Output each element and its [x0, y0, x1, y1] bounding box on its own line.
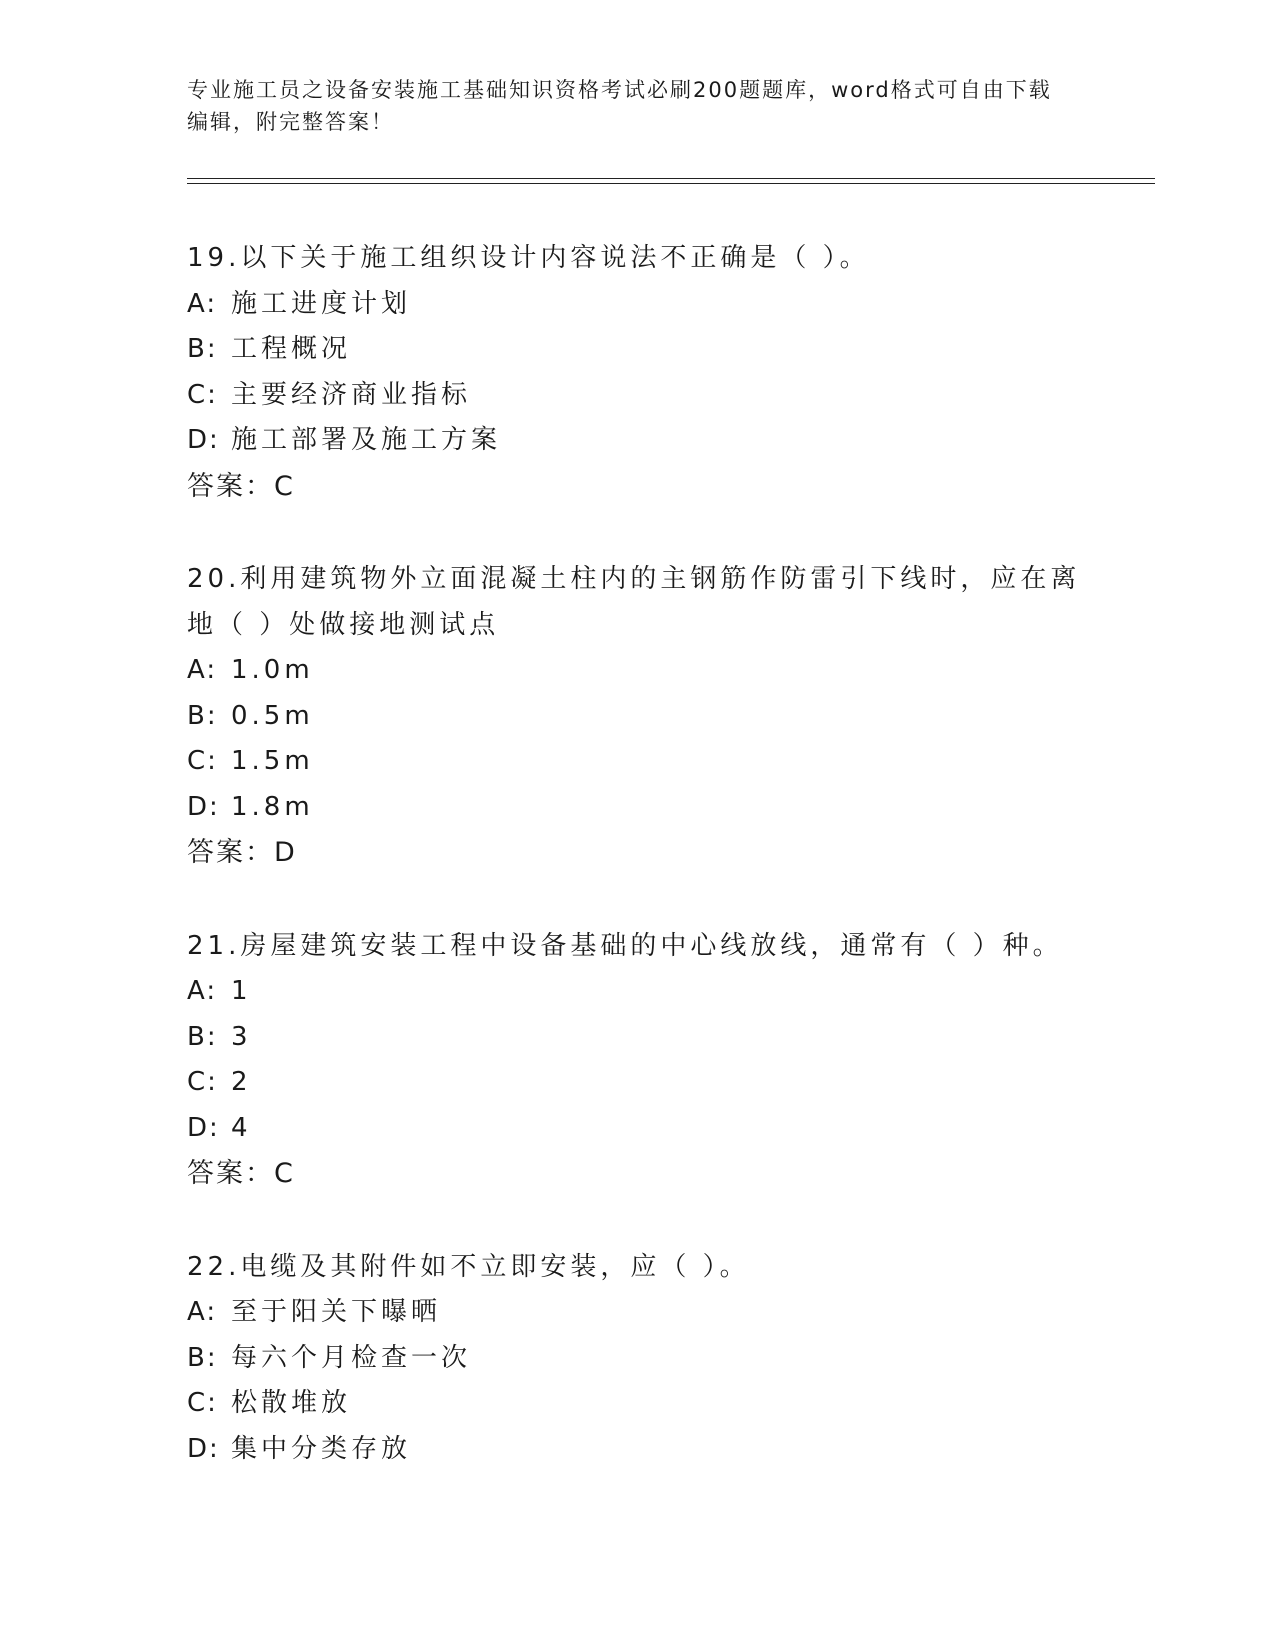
answer-label: 答案： — [187, 1158, 274, 1189]
header-divider-top — [187, 178, 1155, 179]
option-text: 施工进度计划 — [231, 288, 412, 319]
question-20 — [187, 557, 1087, 876]
option-text: 主要经济商业指标 — [231, 379, 472, 410]
option-key: D: — [187, 1112, 220, 1143]
option-key: C: — [187, 746, 218, 776]
question-stem: 19.以下关于施工组织设计内容说法不正确是（ ）。 — [187, 243, 870, 273]
option-key: C: — [187, 1388, 218, 1418]
option-d — [187, 418, 1087, 464]
option-key: D: — [187, 791, 220, 822]
option-key: B: — [187, 1021, 218, 1052]
option-d — [187, 785, 1087, 831]
option-c — [187, 1060, 1087, 1106]
header-divider-bottom — [187, 183, 1155, 184]
question-list — [187, 236, 1087, 1520]
answer-line — [187, 830, 1087, 876]
answer-value: C — [274, 1158, 295, 1189]
question-stem: 20.利用建筑物外立面混凝土柱内的主钢筋作防雷引下线时，应在离地（ ）处做接地测试点 — [187, 564, 1081, 640]
option-text: 松散堆放 — [231, 1388, 352, 1418]
option-text: 3 — [231, 1021, 252, 1052]
option-key: A: — [187, 655, 218, 685]
option-b — [187, 1336, 1087, 1382]
option-text: 1.0m — [231, 655, 314, 685]
option-key: B: — [187, 334, 218, 364]
option-text: 施工部署及施工方案 — [231, 425, 502, 455]
option-b — [187, 1015, 1087, 1061]
option-d — [187, 1427, 1087, 1473]
option-key: D: — [187, 425, 220, 455]
question-22 — [187, 1245, 1087, 1473]
answer-label: 答案： — [187, 470, 274, 502]
option-a — [187, 969, 1087, 1015]
option-key: B: — [187, 1342, 218, 1373]
question-stem: 22.电缆及其附件如不立即安装，应（ ）。 — [187, 1251, 750, 1282]
option-key: A: — [187, 288, 218, 319]
option-text: 2 — [231, 1067, 252, 1097]
option-c — [187, 373, 1087, 419]
option-text: 1 — [231, 976, 252, 1006]
option-text: 0.5m — [231, 700, 314, 731]
option-d — [187, 1106, 1087, 1152]
option-text: 工程概况 — [231, 334, 352, 364]
answer-value: D — [274, 837, 297, 868]
option-a — [187, 282, 1087, 328]
option-key: C: — [187, 379, 218, 410]
option-key: C: — [187, 1067, 218, 1097]
option-text: 至于阳关下曝晒 — [231, 1297, 442, 1327]
answer-label: 答案： — [187, 837, 274, 868]
option-key: A: — [187, 1297, 218, 1327]
option-a — [187, 648, 1087, 694]
option-c — [187, 1381, 1087, 1427]
option-text: 1.8m — [231, 791, 314, 822]
option-key: B: — [187, 700, 218, 731]
header-text: 专业施工员之设备安装施工基础知识资格考试必刷200题题库，word格式可自由下载编辑，附完整答案！ — [187, 78, 1052, 134]
option-text: 集中分类存放 — [231, 1433, 412, 1464]
option-key: A: — [187, 976, 218, 1006]
option-text: 4 — [231, 1112, 252, 1143]
document-header — [187, 74, 1067, 138]
answer-value: C — [274, 470, 295, 502]
option-b — [187, 694, 1087, 740]
option-text: 1.5m — [231, 746, 314, 776]
answer-line — [187, 464, 1087, 510]
question-19 — [187, 236, 1087, 509]
option-a — [187, 1290, 1087, 1336]
option-b — [187, 327, 1087, 373]
question-stem: 21.房屋建筑安装工程中设备基础的中心线放线，通常有（ ）种。 — [187, 930, 1063, 961]
option-text: 每六个月检查一次 — [231, 1342, 472, 1373]
option-c — [187, 739, 1087, 785]
answer-line — [187, 1151, 1087, 1197]
option-key: D: — [187, 1433, 220, 1464]
question-21 — [187, 924, 1087, 1197]
